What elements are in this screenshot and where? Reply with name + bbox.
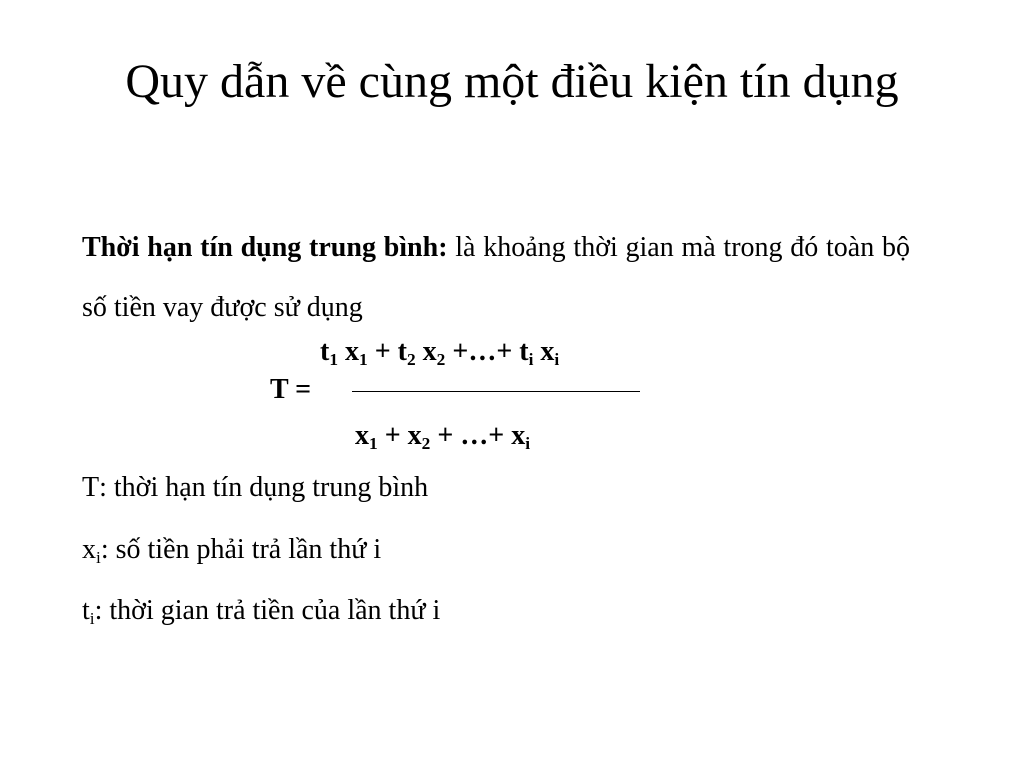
numerator-subscript: 2 (436, 349, 446, 369)
numerator-subscript: i (528, 349, 534, 369)
slide-title: Quy dẫn về cùng một điều kiện tín dụng (125, 55, 899, 108)
numerator-term: +…+ t (445, 336, 529, 367)
legend-subscript: i (96, 547, 101, 567)
numerator-term: x (338, 336, 360, 367)
numerator-subscript: 1 (359, 349, 368, 369)
denominator-term: x (355, 420, 369, 451)
legend-item-T (82, 468, 428, 508)
formula-denominator (355, 416, 530, 456)
legend-text: : thời gian trả tiền của lần thứ i (94, 595, 441, 626)
legend-symbol: T (82, 472, 100, 503)
legend-text: : số tiền phải trả lần thứ i (100, 534, 382, 565)
formula-numerator (320, 332, 559, 372)
numerator-subscript: i (554, 349, 560, 369)
numerator-term: x (415, 336, 437, 367)
numerator-term: x (533, 336, 555, 367)
numerator-term: + t (367, 336, 407, 367)
legend-subscript: i (89, 608, 95, 628)
denominator-subscript: i (525, 433, 531, 453)
formula-lhs: T = (270, 374, 312, 405)
legend-symbol: x (82, 534, 96, 565)
numerator-subscript: 1 (329, 349, 339, 369)
denominator-term: + …+ x (430, 420, 526, 451)
numerator-term: t (320, 336, 330, 367)
denominator-subscript: 2 (421, 433, 431, 453)
definition-term: Thời hạn tín dụng trung bình: (82, 232, 448, 263)
legend-text: : thời hạn tín dụng trung bình (99, 472, 429, 503)
denominator-subscript: 1 (369, 433, 378, 453)
definition-paragraph (82, 218, 910, 338)
legend-item-t (82, 591, 440, 631)
legend-symbol: t (82, 595, 90, 626)
definition-text: là khoảng thời gian mà trong đó toàn bộ số tiền vay được sử dụng (82, 232, 910, 323)
numerator-subscript: 2 (406, 349, 416, 369)
fraction-bar (352, 391, 640, 392)
denominator-term: + x (377, 420, 422, 451)
legend-item-x (82, 530, 381, 570)
